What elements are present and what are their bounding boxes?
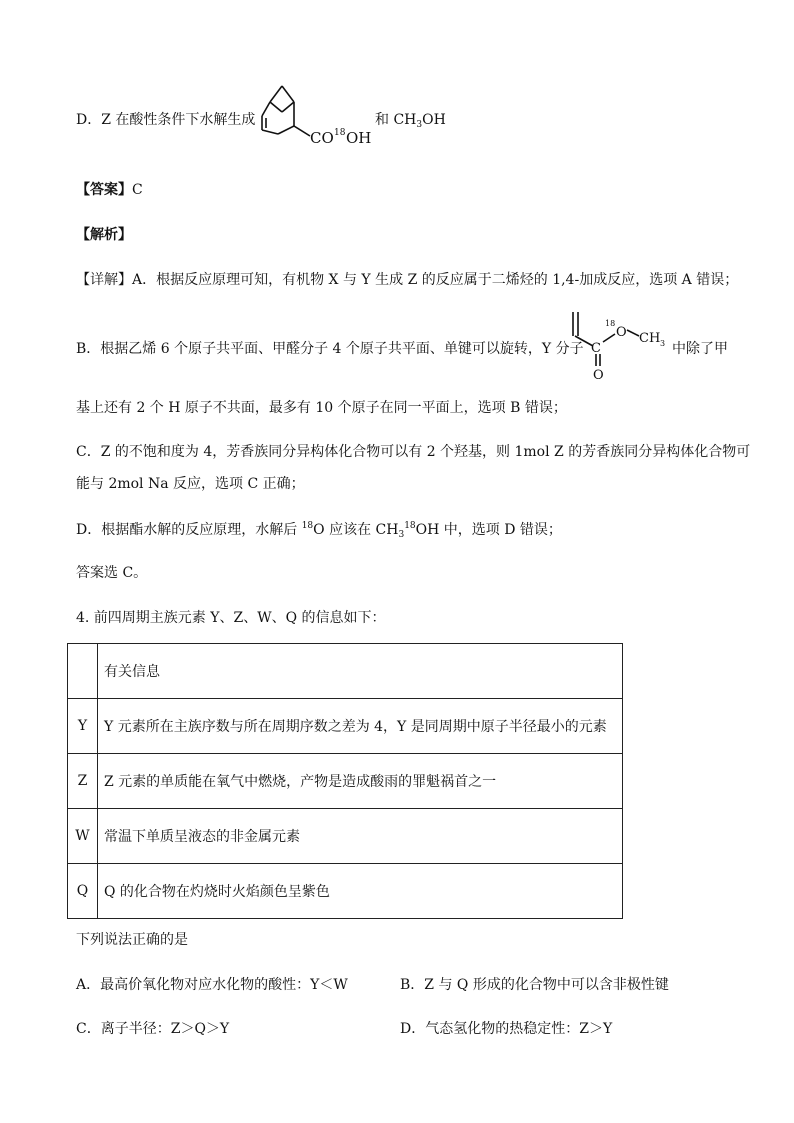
detail-b-line1-end: 中除了甲 — [672, 341, 728, 357]
detail-b-line1: B．根据乙烯 6 个原子共平面、甲醛分子 4 个原子共平面、单键可以旋转，Y 分子 — [76, 341, 584, 357]
option-a[interactable]: A．最高价氧化物对应水化物的酸性：Y＜W — [76, 977, 348, 993]
table-cell-element: Y — [68, 699, 98, 754]
detail-b-line2: 基上还有 2 个 H 原子不共面，最多有 10 个原子在同一平面上，选项 B 错误； — [76, 400, 567, 416]
question4-prompt: 下列说法正确的是 — [76, 932, 188, 948]
detail-conclusion: 答案选 C。 — [76, 565, 148, 581]
table-cell-element: W — [68, 809, 98, 864]
structure-group: CO — [310, 129, 334, 147]
detail-a: 【详解】A．根据反应原理可知，有机物 X 与 Y 生成 Z 的反应属于二烯烃的 1,4-加成反应，选项 A 错误； — [76, 272, 739, 288]
question4-stem: 4. 前四周期主族元素 Y、Z、W、Q 的信息如下： — [76, 610, 386, 626]
mol-iso: 18 — [605, 319, 616, 328]
table-cell-info: Q 的化合物在灼烧时火焰颜色呈紫色 — [98, 864, 623, 919]
table-row — [68, 644, 623, 699]
mol-o: O — [616, 325, 627, 340]
detail-d: D．根据酯水解的反应原理，水解后 $^{18}$O 应该在 $CH_3^{18}OH$ 中，选项 D 错误； — [76, 521, 562, 540]
answer: 【答案】C — [76, 182, 143, 198]
option-c[interactable]: C．离子半径：Z＞Q＞Y — [76, 1021, 230, 1037]
table-cell-element: Z — [68, 754, 98, 809]
table-row — [68, 754, 623, 809]
table-row — [68, 864, 623, 919]
detail-c-line1: C．Z 的不饱和度为 4，芳香族同分异构体化合物可以有 2 个羟基，则 1mol Z 的芳香族同分异构体化合物可 — [76, 444, 751, 460]
table-cell-empty — [68, 644, 98, 699]
detail-c-line2: 能与 2mol Na 反应，选项 C 正确； — [76, 476, 305, 492]
table-header: 有关信息 — [98, 644, 623, 699]
option-d[interactable]: D．气态氢化物的热稳定性：Z＞Y — [400, 1021, 613, 1037]
table-row — [68, 809, 623, 864]
option-b[interactable]: B．Z 与 Q 形成的化合物中可以含非极性键 — [400, 977, 669, 993]
analysis-label: 【解析】 — [76, 227, 132, 243]
structure-iso: 18 — [334, 128, 346, 138]
option-d-prev-suffix: 和 $CH_3OH$ — [375, 112, 446, 130]
table-cell-info: 常温下单质呈液态的非金属元素 — [98, 809, 623, 864]
mol-ch: CH — [639, 331, 661, 346]
option-d-prev-prefix: D．Z 在酸性条件下水解生成 — [76, 112, 256, 128]
mol-o2: O — [593, 368, 604, 383]
methyl-acrylate-structure — [563, 306, 673, 386]
info-table — [67, 643, 623, 919]
mol-sub: 3 — [660, 339, 666, 348]
table-cell-info: Z 元素的单质能在氧气中燃烧，产物是造成酸雨的罪魁祸首之一 — [98, 754, 623, 809]
table-cell-element: Q — [68, 864, 98, 919]
table-row — [68, 699, 623, 754]
mol-c: C — [591, 341, 601, 356]
table-cell-info: Y 元素所在主族序数与所在周期序数之差为 4，Y 是同周期中原子半径最小的元素 — [98, 699, 623, 754]
structure-tail: OH — [346, 129, 372, 147]
bicyclic-structure — [252, 80, 378, 152]
